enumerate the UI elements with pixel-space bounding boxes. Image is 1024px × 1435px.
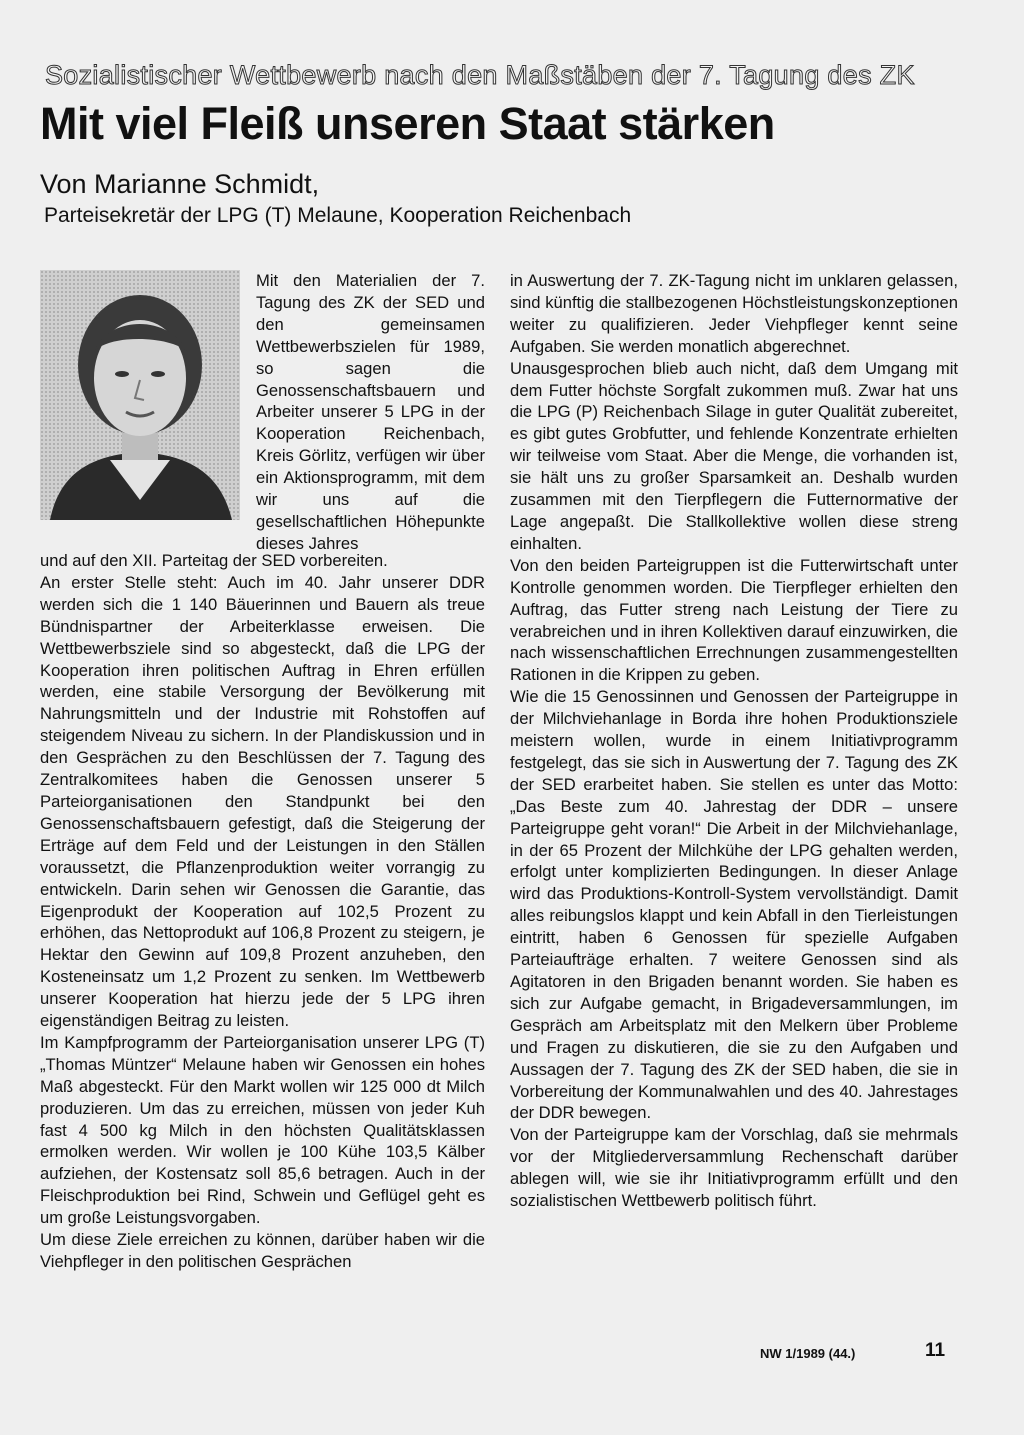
issue-reference: NW 1/1989 (44.) [760, 1346, 856, 1361]
kicker-line: Sozialistischer Wettbewerb nach den Maßstäben der 7. Tagung des ZK [45, 60, 915, 90]
right-paragraph-4: Wie die 15 Genossinnen und Genossen der Parteigruppe in der Milchviehanlage in Borda ihre hohen Produktionsziele meistern wollen, wurde in einem Initiativprogramm festgelegt, das sie sich in Auswertung der 7. Tagung des ZK der SED erarbeitet haben. Sie stellen es unter das Motto: „Das Beste zum 40. Jahrestag der DDR – unsere Parteigruppe geht voran!“ Die Arbeit in der Milchviehanlage, in der 65 Prozent der Milchkühe der LPG gehalten werden, erfolgt unter komplizierten Bedingungen. In dieser Anlage wird das Produktions-Kontroll-System vervollständigt. Damit alles reibungslos klappt und kein Abfall in den Tierleistungen eintritt, haben 6 Genossen für spezielle Aufgaben Parteiaufträge erhalten. 7 weitere Genossen sind als Agitatoren in den Brigaden benannt worden. Sie haben es sich zur Aufgabe gemacht, in Brigadeversammlungen, im Gespräch am Arbeitsplatz mit den Melkern über Probleme und Fragen zu diskutieren, die sie zu den Aufgaben und Aussagen der 7. Tagung des ZK der SED haben, die sie in Vorbereitung der Kommunalwahlen und des 40. Jahrestages der DDR bewegen. [510, 687, 958, 1123]
right-column [510, 270, 958, 1212]
page-number: 11 [925, 1340, 946, 1361]
intro-paragraph: Mit den Materialien der 7. Tagung des ZK der SED und den gemeinsamen Wettbewerbszielen für 1989, so sagen die Genossenschaftsbauern und Arbeiter unserer 5 LPG in der Kooperation Reichenbach, Kreis Görlitz, verfügen wir über ein Aktionsprogramm, mit dem wir uns auf die gesellschaftlichen Höhepunkte dieses Jahres [256, 271, 485, 553]
byline-role: Parteisekretär der LPG (T) Melaune, Kooperation Reichenbach [44, 204, 632, 227]
byline-author: Von Marianne Schmidt, [40, 169, 320, 199]
portrait-photo-icon [40, 270, 240, 520]
left-paragraph-2: An erster Stelle steht: Auch im 40. Jahr unserer DDR werden sich die 1 140 Bäuerinnen und Bauern als treue Bündnispartner der Arbeiterklasse erweisen. Die Wettbewerbsziele sind so abgesteckt, daß die LPG der Kooperation ihren politischen Auftrag in Ehren erfüllen werden, eine stabile Versorgung der Bevölkerung mit Nahrungsmitteln und der Industrie mit Rohstoffen auf steigendem Niveau zu sichern. In der Plandiskussion und in den Gesprächen zu den Beschlüssen der 7. Tagung des Zentralkomitees haben die Genossen unserer 5 Parteiorganisationen den Standpunkt bei den Genossenschaftsbauern gefestigt, daß die Steigerung der Erträge auf dem Feld und der Leistungen in den Ställen voraussetzt, die Pflanzenproduktion weiter vorrangig zu entwickeln. Darin sehen wir Genossen die Garantie, das Eigenprodukt der Kooperation auf 102,5 Prozent zu erhöhen, das Nettoprodukt auf 106,8 Prozent zu steigern, je Hektar den Gewinn auf 109,8 Prozent anzuheben, den Kosteneinsatz um 1,2 Prozent zu senken. Im Wettbewerb unserer Kooperation hat hierzu jede der 5 LPG ihren eigenständigen Beitrag zu leisten. [40, 572, 485, 1031]
left-column [40, 550, 485, 1273]
left-paragraph-3: Im Kampfprogramm der Parteiorganisation unserer LPG (T) „Thomas Müntzer“ Melaune haben wir Genossen ein hohes Maß abgesteckt. Für den Markt wollen wir 125 000 dt Milch produzieren. Um das zu erreichen, müssen von jeder Kuh fast 4 500 kg Milch in den höchsten Qualitätsklassen ermolken werden. Wir wollen je 100 Kühe 103,5 Kälber aufziehen, der Kostensatz soll 85,6 betragen. Auch in der Fleischproduktion bei Rind, Schwein und Geflügel geht es um große Leistungsvorgaben. [40, 1032, 485, 1228]
right-paragraph-3: Von den beiden Parteigruppen ist die Futterwirtschaft unter Kontrolle genommen worden. Die Tierpfleger erhielten den Auftrag, das Futter streng nach Leistung der Tiere zu verabreichen und in ihren Kollektiven darauf einzuwirken, die nach wissenschaftlichen Errechnungen zusammengestellten Rationen in die Krippen zu geben. [510, 555, 958, 685]
left-paragraph-4: Um diese Ziele erreichen zu können, darüber haben wir die Viehpfleger in den politischen Gesprächen [40, 1230, 485, 1271]
left-paragraph-1: und auf den XII. Parteitag der SED vorbereiten. [40, 551, 388, 570]
portrait-photo [40, 270, 240, 520]
right-paragraph-5: Von der Parteigruppe kam der Vorschlag, daß sie mehrmals vor der Mitgliederversammlung Rechenschaft darüber ablegen will, wie sie ihr Initiativprogramm erfüllt und den sozialistischen Wettbewerb politisch führt. [510, 1125, 958, 1211]
right-paragraph-2: Unausgesprochen blieb auch nicht, daß dem Umgang mit dem Futter höchste Sorgfalt zukommen muß. Zwar hat uns die LPG (P) Reichenbach Silage in guter Qualität zubereitet, es gibt gutes Grobfutter, und fehlende Konzentrate erhielten wir teilweise vom Staat. Aber die Menge, die vorhanden ist, sie hält uns zu großer Sparsamkeit an. Deshalb wurden zusammen mit den Tierpflegern die Futternormative der Lage angepaßt. Die Stallkollektive wollen diese streng einhalten. [510, 358, 958, 553]
intro-column [256, 270, 485, 555]
headline: Mit viel Fleiß unseren Staat stärken [40, 98, 775, 149]
byline [40, 168, 1000, 230]
right-paragraph-1: in Auswertung der 7. ZK-Tagung nicht im unklaren gelassen, sind künftig die stallbezogenen Höchstleistungskonzeptionen weiter zu qualifizieren. Jeder Viehpfleger kennt seine Aufgaben. Sie werden monatlich abgerechnet. [510, 271, 958, 356]
